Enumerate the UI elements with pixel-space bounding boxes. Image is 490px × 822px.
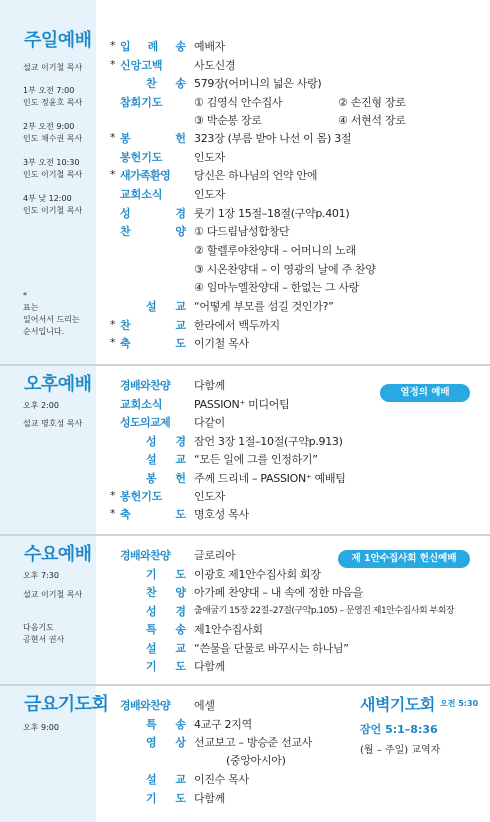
wednesday-row-value: 출애굽기 15장 22절–27절(구약p.105) – 문영진 제1안수집사회 부회장 xyxy=(194,606,455,616)
afternoon-row-label: 성 경 xyxy=(146,435,186,448)
wednesday-row-value: 다함께 xyxy=(194,660,225,673)
sunday-service2-leader: 인도 채수권 목사 xyxy=(23,134,83,143)
friday-row-label: 특 송 xyxy=(146,718,186,731)
sunday-row-value: 룻기 1장 15절–18절(구약p.401) xyxy=(194,207,350,220)
sunday-row-label: 찬 양 xyxy=(120,225,186,238)
wednesday-row-label: 성 경 xyxy=(146,605,186,618)
sunday-row-value: 이기철 목사 xyxy=(194,337,249,350)
afternoon-row-label: 설 교 xyxy=(146,453,186,466)
afternoon-row-label: 교회소식 xyxy=(120,398,163,411)
dawn-scripture: 잠언 5:1–8:36 xyxy=(360,723,438,736)
sunday-row-value: ① 김영식 안수집사 xyxy=(194,96,283,109)
sunday-service3-time: 3부 오전 10:30 xyxy=(23,158,80,167)
sunday-row-value2: ④ 서현석 장로 xyxy=(338,114,406,127)
sunday-row-value: ④ 임마누엘찬양대 – 한없는 그 사랑 xyxy=(194,281,359,294)
sunday-row-value: 당신은 하나님의 언약 안에 xyxy=(194,169,318,182)
standing-marker: * xyxy=(110,168,116,181)
friday-title: 금요기도회 xyxy=(24,694,109,715)
wednesday-row-value: 이광호 제1안수집사회 회장 xyxy=(194,568,321,581)
dawn-title: 새벽기도회 xyxy=(360,695,435,714)
sunday-note-line3: 순서입니다. xyxy=(23,327,65,336)
friday-row-value: (중앙아시아) xyxy=(226,754,286,767)
sunday-row-value: 한라에서 백두까지 xyxy=(194,319,280,332)
afternoon-row-value: 잠언 3장 1절–10절(구약p.913) xyxy=(194,435,343,448)
wednesday-row-label: 기 도 xyxy=(146,660,186,673)
sunday-service1-time: 1부 오전 7:00 xyxy=(23,86,75,95)
afternoon-badge: 열정의 예배 xyxy=(380,384,470,402)
sunday-row-value2: ② 손진형 장로 xyxy=(338,96,406,109)
sunday-row-label: 신앙고백 xyxy=(120,59,163,72)
section-divider xyxy=(0,364,490,366)
sunday-row-value: 예배자 xyxy=(194,40,225,53)
sunday-row-label: 봉 헌 xyxy=(120,132,186,145)
sunday-preacher: 설교 이기철 목사 xyxy=(23,63,83,72)
wednesday-preacher: 설교 이기철 목사 xyxy=(23,590,83,599)
sunday-note-line1: 표는 xyxy=(23,303,39,312)
sunday-service3-leader: 인도 이기철 목사 xyxy=(23,170,83,179)
sunday-row-value: ② 할렐루야찬양대 – 어머니의 노래 xyxy=(194,244,356,257)
wednesday-row-value: 제1안수집사회 xyxy=(194,623,263,636)
afternoon-row-value: 명호성 목사 xyxy=(194,508,249,521)
sunday-service4-time: 4부 낮 12:00 xyxy=(23,194,72,203)
wednesday-badge: 제 1안수집사회 헌신예배 xyxy=(338,550,470,568)
sunday-service1-leader: 인도 정윤호 목사 xyxy=(23,98,83,107)
wednesday-row-label: 경배와찬양 xyxy=(120,549,171,562)
standing-marker: * xyxy=(110,507,116,520)
sunday-row-label: 참회기도 xyxy=(120,96,163,109)
afternoon-title: 오후예배 xyxy=(24,374,92,395)
sunday-service4-leader: 인도 이기철 목사 xyxy=(23,206,83,215)
afternoon-preacher: 설교 명호성 목사 xyxy=(23,419,83,428)
sunday-row-value: ③ 시온찬양대 – 이 영광의 날에 주 찬양 xyxy=(194,263,376,276)
afternoon-time: 오후 2:00 xyxy=(23,401,59,410)
standing-marker: * xyxy=(110,336,116,349)
standing-marker: * xyxy=(110,318,116,331)
afternoon-row-label: 경배와찬양 xyxy=(120,379,171,392)
afternoon-row-value: “모든 일에 그를 인정하기” xyxy=(194,453,318,466)
friday-row-label: 기 도 xyxy=(146,792,186,805)
sunday-row-label: 입 례 송 xyxy=(120,40,186,53)
sunday-row-label: 교회소식 xyxy=(120,188,163,201)
sunday-row-value: 인도자 xyxy=(194,151,225,164)
afternoon-row-value: 인도자 xyxy=(194,490,225,503)
afternoon-row-value: 다함께 xyxy=(194,379,225,392)
wednesday-title: 수요예배 xyxy=(24,544,92,565)
friday-row-value: 이진수 목사 xyxy=(194,773,249,786)
wednesday-row-value: 글로리아 xyxy=(194,549,236,562)
afternoon-row-label: 봉 헌 xyxy=(146,472,186,485)
sunday-row-value: 323장 (부름 받아 나선 이 몸) 3절 xyxy=(194,132,352,145)
standing-marker: * xyxy=(110,489,116,502)
wednesday-closing-label: 다음기도 xyxy=(23,623,54,632)
dawn-leader: (월 – 주일) 교역자 xyxy=(360,745,441,756)
sunday-row-label: 축 도 xyxy=(120,337,186,350)
afternoon-row-value: 다같이 xyxy=(194,416,225,429)
sunday-row-label: 봉헌기도 xyxy=(120,151,163,164)
section-divider xyxy=(0,534,490,536)
afternoon-row-label: 축 도 xyxy=(120,508,186,521)
wednesday-closing-name: 공현서 권사 xyxy=(23,635,65,644)
sunday-row-value: ③ 박순봉 장로 xyxy=(194,114,262,127)
afternoon-row-value: 주께 드리네 – PASSION⁺ 예배팀 xyxy=(194,472,346,485)
wednesday-row-value: “쓴물을 단물로 바꾸시는 하나님” xyxy=(194,642,349,655)
standing-marker: * xyxy=(110,58,116,71)
sunday-row-label: 성 경 xyxy=(120,207,186,220)
friday-row-value: 선교보고 – 방승준 선교사 xyxy=(194,736,313,749)
wednesday-row-label: 찬 양 xyxy=(146,586,186,599)
section-divider xyxy=(0,684,490,686)
standing-marker: * xyxy=(110,131,116,144)
friday-time: 오후 9:00 xyxy=(23,723,59,732)
wednesday-row-value: 아가페 찬양대 – 내 속에 정한 마음을 xyxy=(194,586,363,599)
wednesday-time: 오후 7:30 xyxy=(23,571,59,580)
friday-row-label: 설 교 xyxy=(146,773,186,786)
sunday-row-value: 인도자 xyxy=(194,188,225,201)
sunday-service2-time: 2부 오전 9:00 xyxy=(23,122,75,131)
sunday-row-value: 사도신경 xyxy=(194,59,236,72)
friday-row-label: 경배와찬양 xyxy=(120,699,171,712)
sunday-note-star: * xyxy=(23,291,27,300)
afternoon-row-label: 봉헌기도 xyxy=(120,490,163,503)
friday-row-label: 영 상 xyxy=(146,736,186,749)
wednesday-row-label: 설 교 xyxy=(146,642,186,655)
sunday-title: 주일예배 xyxy=(24,30,92,51)
afternoon-row-value: PASSION⁺ 미디어팀 xyxy=(194,398,290,411)
sunday-row-value: 579장(어머니의 넓은 사랑) xyxy=(194,77,322,90)
sunday-row-label: 찬 송 xyxy=(146,77,186,90)
standing-marker: * xyxy=(110,39,116,52)
friday-row-value: 다함께 xyxy=(194,792,225,805)
sunday-note-line2: 일어서서 드리는 xyxy=(23,315,80,324)
sunday-row-label: 설 교 xyxy=(146,300,186,313)
sunday-row-label: 새가족환영 xyxy=(120,169,171,182)
dawn-time: 오전 5:30 xyxy=(440,699,479,708)
sunday-row-value: ① 다드림남성합창단 xyxy=(194,225,290,238)
friday-row-value: 4교구 2지역 xyxy=(194,718,252,731)
sunday-row-label: 찬 교 xyxy=(120,319,186,332)
wednesday-row-label: 특 송 xyxy=(146,623,186,636)
friday-row-value: 에셀 xyxy=(194,699,215,712)
sunday-row-value: “어떻게 부모를 섬길 것인가?” xyxy=(194,300,334,313)
wednesday-row-label: 기 도 xyxy=(146,568,186,581)
afternoon-row-label: 성도의교제 xyxy=(120,416,171,429)
